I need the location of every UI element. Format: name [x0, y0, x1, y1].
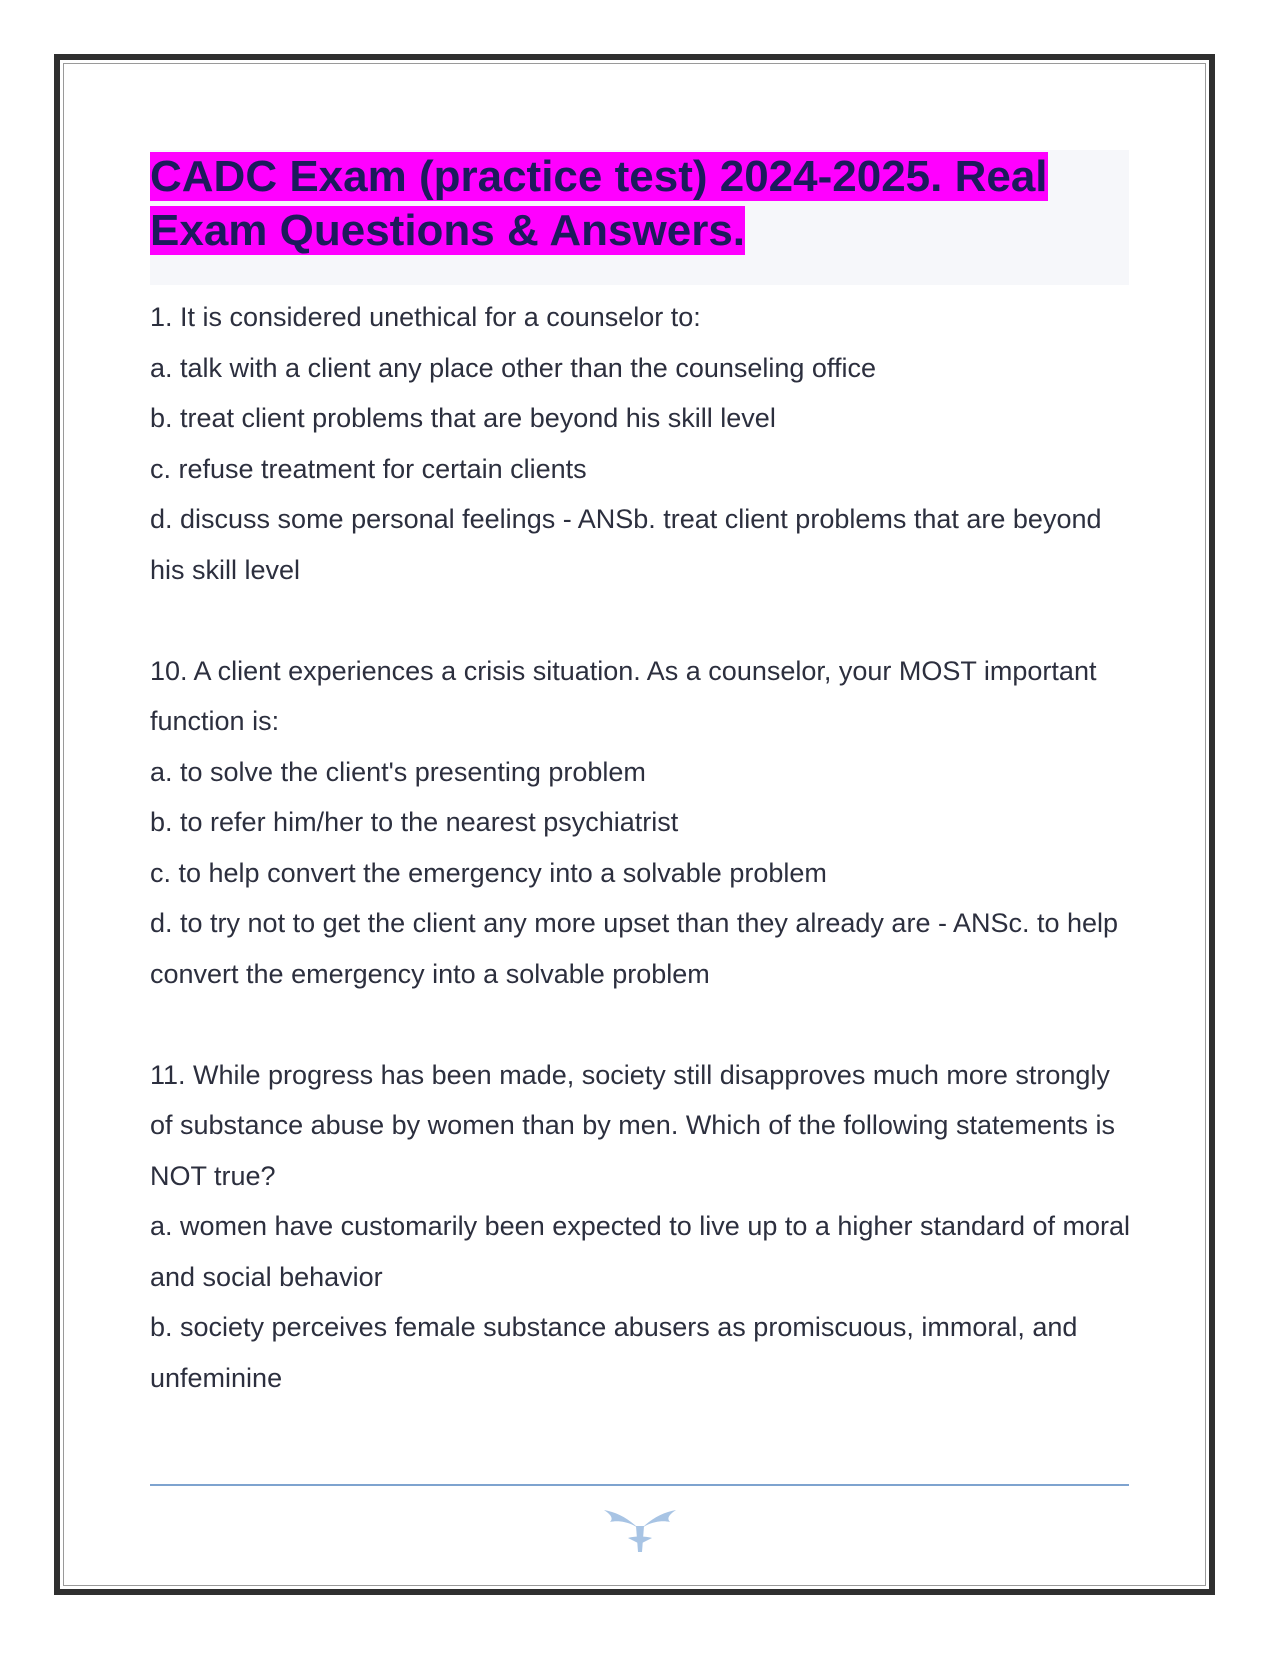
- question-1-option-b: b. treat client problems that are beyond his skill level: [150, 403, 776, 433]
- question-1-option-c: c. refuse treatment for certain clients: [150, 453, 587, 484]
- question-1-option-a: a. talk with a client any place other than the counseling office: [150, 352, 876, 383]
- title-block: [150, 150, 1129, 285]
- document-body: [150, 292, 1135, 1403]
- question-10-option-c: c. to help convert the emergency into a solvable problem: [150, 857, 827, 888]
- question-11-option-b: b. society perceives female substance abusers as promiscuous, immoral, and unfeminine: [150, 1312, 1078, 1393]
- title-highlight: CADC Exam (practice test) 2024-2025. Real Exam Questions & Answers.: [150, 152, 1048, 255]
- question-10-option-d-answer: d. to try not to get the client any more upset than they already are - ANSc. to help convert the emergency into a solvable problem: [150, 908, 1119, 989]
- question-10-option-b: b. to refer him/her to the nearest psychiatrist: [150, 807, 679, 837]
- question-10-option-a: a. to solve the client's presenting problem: [150, 756, 646, 787]
- question-11-stem: 11. While progress has been made, society still disapproves much more strongly of substance abuse by women than by men. Which of the following statements is NOT true?: [150, 1059, 1116, 1191]
- paragraph-gap: [150, 999, 1135, 1050]
- bird-logo-icon: [600, 1500, 680, 1556]
- question-1-stem: 1. It is considered unethical for a counselor to:: [150, 302, 701, 332]
- question-11-option-a: a. women have customarily been expected to live up to a higher standard of moral and social behavior: [150, 1211, 1131, 1292]
- question-10-stem: 10. A client experiences a crisis situation. As a counselor, your MOST important function is:: [150, 655, 1097, 736]
- question-1-option-d-answer: d. discuss some personal feelings - ANSb. treat client problems that are beyond his skill level: [150, 504, 1102, 585]
- paragraph-gap: [150, 595, 1135, 646]
- footer-divider: [150, 1484, 1129, 1486]
- document-title: [150, 150, 1129, 258]
